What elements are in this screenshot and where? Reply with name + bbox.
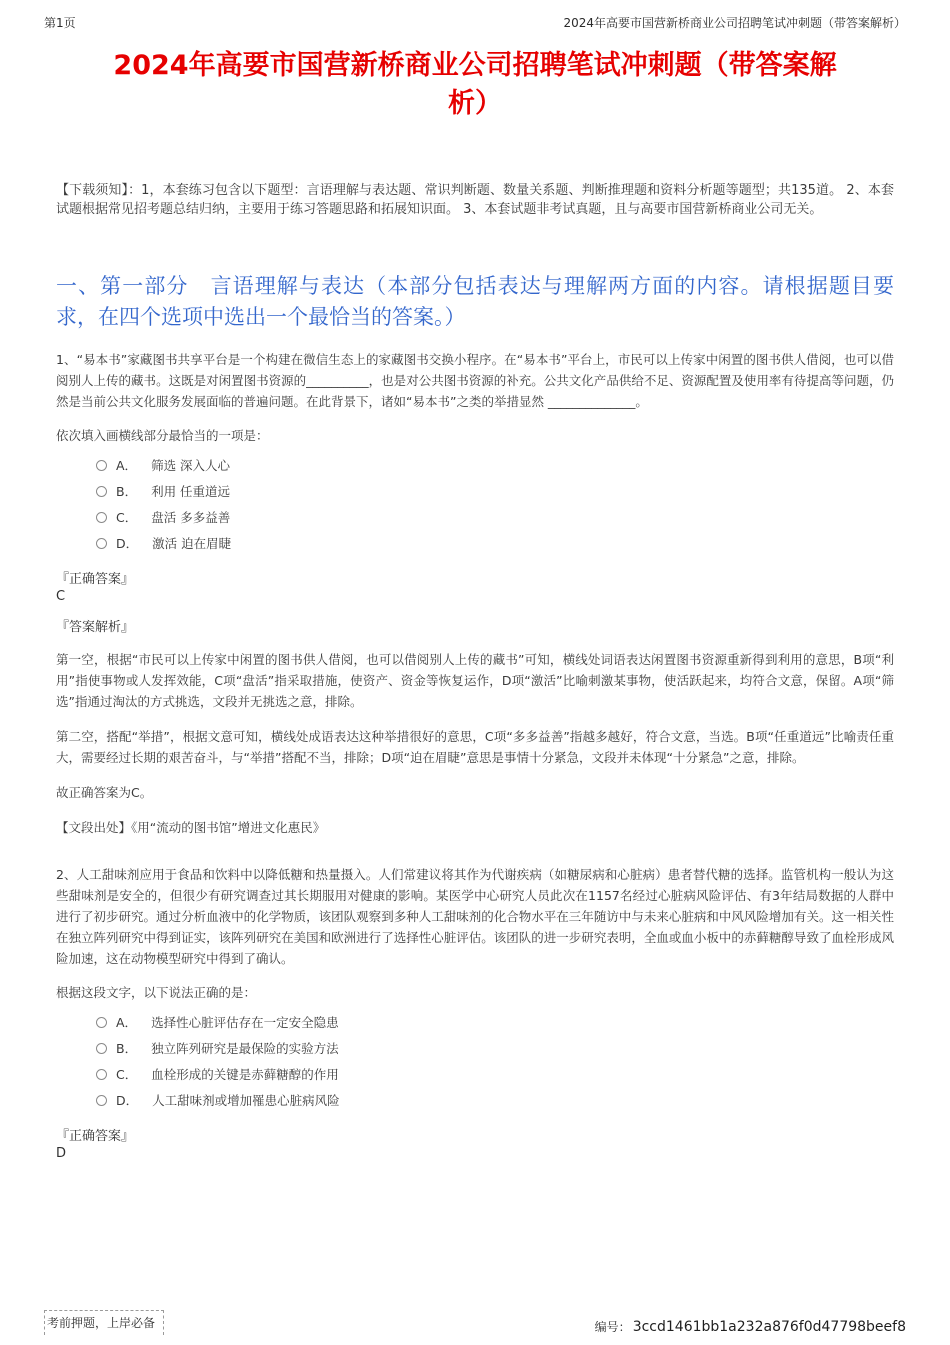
option-c[interactable]	[96, 504, 950, 530]
radio-icon[interactable]	[96, 538, 107, 549]
footer-code-block	[595, 1318, 906, 1335]
footer-slogan: 考前押题，上岸必备	[44, 1310, 164, 1335]
radio-icon[interactable]	[96, 1017, 107, 1028]
section-heading: 一、第一部分 言语理解与表达（本部分包括表达与理解两方面的内容。请根据题目要求，在四个选项中选出一个最恰当的答案。）	[56, 274, 894, 329]
radio-icon[interactable]	[96, 460, 107, 471]
radio-icon[interactable]	[96, 1043, 107, 1054]
options-group	[96, 1009, 950, 1113]
page-header	[0, 0, 950, 31]
question-prompt: 根据这段文字，以下说法正确的是：	[56, 985, 257, 1000]
radio-icon[interactable]	[96, 1095, 107, 1106]
footer-code-label: 编号：	[594, 1320, 631, 1334]
option-d[interactable]	[96, 1087, 950, 1113]
download-notice: 【下载须知】：1，本套练习包含以下题型：言语理解与表达题、常识判断题、数量关系题、判断推理题和资料分析题等题型；共135道。 2、本套试题根据常见招考题总结归纳，主要用于练习答题思路和拓展知识面。 3、本套试题非考试真题，且与高要市国营新桥商业公司无关。	[56, 183, 894, 217]
option-label: C．	[116, 1067, 138, 1082]
question-prompt: 依次填入画横线部分最恰当的一项是：	[56, 428, 269, 443]
correct-answer-value: C	[56, 589, 66, 604]
question-stem: 1、“易本书”家藏图书共享平台是一个构建在微信生态上的家藏图书交换小程序。在“易本书”平台上，市民可以上传家中闲置的图书供人借阅，也可以借阅别人上传的藏书。这既是对闲置图书资源的__________，也是对公共图书资源的补充。公共文化产品供给不足、资源配置及使用率有待提高等问题，仍然是当前公共文化服务发展面临的普遍问题。在此背景下，诸如“易本书”之类的举措显然 ______________。	[56, 352, 894, 409]
option-d[interactable]	[96, 530, 950, 556]
option-label: B．	[116, 484, 138, 499]
option-label: C．	[116, 510, 138, 525]
option-a[interactable]	[96, 1009, 950, 1035]
option-label: D．	[116, 1093, 139, 1108]
option-text: 人工甜味剂或增加罹患心脏病风险	[152, 1093, 340, 1108]
option-label: A．	[116, 1015, 138, 1030]
option-label: A．	[116, 458, 138, 473]
option-c[interactable]	[96, 1061, 950, 1087]
option-text: 利用 任重道远	[151, 484, 231, 499]
radio-icon[interactable]	[96, 1069, 107, 1080]
options-group	[96, 452, 950, 556]
option-label: B．	[116, 1041, 138, 1056]
option-text: 选择性心脏评估存在一定安全隐患	[151, 1015, 339, 1030]
page-footer	[0, 1310, 950, 1335]
option-text: 血栓形成的关键是赤藓糖醇的作用	[151, 1067, 339, 1082]
option-b[interactable]	[96, 1035, 950, 1061]
correct-answer-label: 『正确答案』	[56, 572, 135, 587]
option-text: 激活 迫在眉睫	[152, 536, 232, 551]
option-text: 筛选 深入人心	[151, 458, 231, 473]
page-title: 2024年高要市国营新桥商业公司招聘笔试冲刺题（带答案解析）	[113, 50, 837, 119]
passage-source: 【文段出处】《用“流动的图书馆”增进文化惠民》	[56, 820, 326, 835]
option-text: 独立阵列研究是最保险的实验方法	[151, 1041, 339, 1056]
question-2	[0, 864, 950, 1161]
option-text: 盘活 多多益善	[151, 510, 231, 525]
analysis-paragraph: 第一空，根据“市民可以上传家中闲置的图书供人借阅，也可以借阅别人上传的藏书”可知，横线处词语表达闲置图书资源重新得到利用的意思，B项“利用”指使事物或人发挥效能，C项“盘活”指采取措施，使资产、资金等恢复运作，D项“激活”比喻刺激某事物，使活跃起来，均符合文意，保留。A项“筛选”指通过淘汰的方式挑选，文段并无挑选之意，排除。	[56, 652, 894, 709]
analysis-label: 『答案解析』	[56, 620, 135, 635]
option-label: D．	[116, 536, 139, 551]
radio-icon[interactable]	[96, 512, 107, 523]
option-b[interactable]	[96, 478, 950, 504]
page-number: 第1页	[44, 16, 76, 30]
analysis-paragraph: 第二空，搭配“举措”，根据文意可知，横线处成语表达这种举措很好的意思，C项“多多益善”指越多越好，符合文意，当选。B项“任重道远”比喻责任重大，需要经过长期的艰苦奋斗，与“举措”搭配不当，排除；D项“迫在眉睫”意思是事情十分紧急，文段并未体现“十分紧急”之意，排除。	[56, 729, 894, 765]
question-stem: 2、人工甜味剂应用于食品和饮料中以降低糖和热量摄入。人们常建议将其作为代谢疾病（如糖尿病和心脏病）患者替代糖的选择。监管机构一般认为这些甜味剂是安全的，但很少有研究调查过其长期服用对健康的影响。某医学中心研究人员此次在1157名经过心脏病风险评估、有3年结局数据的人群中进行了初步研究。通过分析血液中的化学物质，该团队观察到多种人工甜味剂的化合物水平在三年随访中与未来心脏病和中风风险增加有关。这一相关性在独立阵列研究中得到证实，该阵列研究在美国和欧洲进行了选择性心脏评估。该团队的进一步研究表明，全血或血小板中的赤藓糖醇导致了血栓形成风险加速，这在动物模型研究中得到了确认。	[56, 867, 894, 966]
radio-icon[interactable]	[96, 486, 107, 497]
question-1	[0, 349, 950, 838]
correct-answer-value: D	[56, 1146, 67, 1161]
correct-answer-label: 『正确答案』	[56, 1129, 135, 1144]
footer-code: 3ccd1461bb1a232a876f0d47798beef8	[632, 1319, 906, 1335]
header-doc-title: 2024年高要市国营新桥商业公司招聘笔试冲刺题（带答案解析）	[563, 16, 906, 30]
analysis-conclusion: 故正确答案为C。	[56, 785, 153, 800]
option-a[interactable]	[96, 452, 950, 478]
